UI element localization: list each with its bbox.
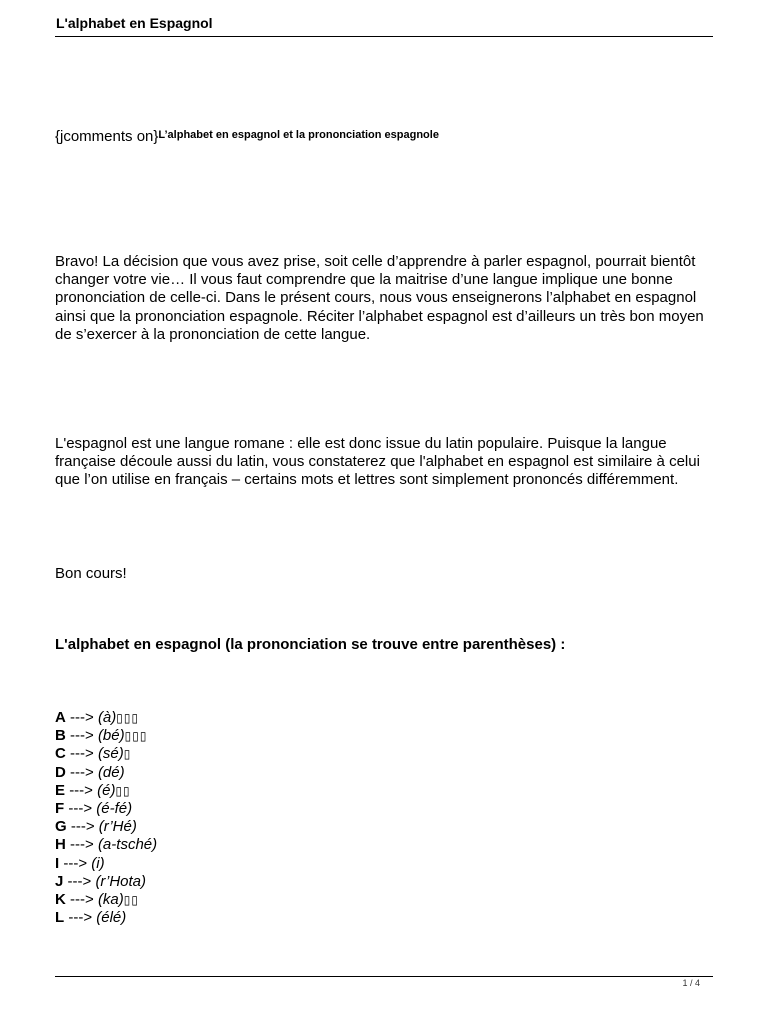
pronunciation: (à): [97, 709, 117, 726]
arrow: --->: [70, 836, 94, 854]
list-item: [55, 745, 157, 763]
letter: L: [55, 909, 65, 927]
missing-glyph: ▯▯: [115, 783, 131, 798]
arrow: --->: [70, 709, 94, 726]
letter: C: [55, 745, 66, 763]
intro-line: [55, 128, 439, 146]
arrow: --->: [67, 872, 92, 890]
arrow: --->: [70, 727, 94, 745]
page-number: 1 / 4: [682, 978, 700, 988]
list-item: [55, 782, 157, 800]
letter: H: [55, 836, 66, 854]
pronunciation: (sé): [97, 745, 124, 763]
pronunciation: (élé): [96, 909, 127, 927]
pronunciation: (r’Hé): [98, 818, 137, 836]
arrow: --->: [68, 800, 93, 818]
arrow: --->: [70, 891, 94, 909]
list-item: [55, 873, 157, 891]
letter: B: [55, 727, 66, 745]
letter: F: [55, 800, 65, 818]
pronunciation: (bé): [97, 727, 125, 745]
letter: J: [55, 872, 64, 890]
paragraph-bon-cours: Bon cours!: [55, 565, 127, 582]
header-divider: [55, 36, 713, 37]
list-item: [55, 818, 157, 836]
list-item: [55, 764, 157, 782]
pronunciation: (a-tsché): [97, 836, 158, 854]
missing-glyph: ▯: [123, 747, 132, 762]
list-item: [55, 800, 157, 818]
pronunciation: (ka): [97, 891, 124, 909]
letter: I: [55, 854, 60, 872]
arrow: --->: [63, 854, 88, 872]
letter: D: [55, 763, 66, 781]
alphabet-list: [55, 709, 157, 927]
letter: K: [55, 891, 66, 909]
pronunciation: (é-fé): [96, 800, 133, 818]
missing-glyph: ▯▯▯: [116, 711, 140, 725]
paragraph-intro: Bravo! La décision que vous avez prise, soit celle d’apprendre à parler espagnol, pourrait bientôt changer votre vie… Il vous faut comprendre que la maitrise d’une langue implique une bonne prononciation de celle-ci. Dans le présent cours, nous vous enseignerons l’alphabet en espagnol ainsi que la prononciation espagnole. Réciter l’alphabet espagnol est d’ailleurs un très bon moyen de s’exercer à la prononciation de cette langue.: [55, 253, 704, 343]
missing-glyph: ▯▯: [123, 893, 139, 908]
list-item: [55, 836, 157, 854]
arrow: --->: [68, 909, 93, 927]
footer-divider: [55, 976, 713, 977]
pronunciation: (é): [97, 781, 116, 799]
arrow: --->: [69, 781, 93, 799]
list-item: [55, 855, 157, 873]
letter: G: [55, 818, 67, 836]
missing-glyph: ▯▯▯: [124, 729, 148, 744]
article-title: L’alphabet en espagnol et la prononciation espagnole: [158, 129, 439, 141]
paragraph-latin: L'espagnol est une langue romane : elle est donc issue du latin populaire. Puisque la langue française découle aussi du latin, vous constaterez que l'alphabet en espagnol est similaire à celui que l’on utilise en français – certains mots et lettres sont simplement prononcés différemment.: [55, 435, 700, 489]
alphabet-heading: L'alphabet en espagnol (la prononciation se trouve entre parenthèses) :: [55, 636, 566, 653]
comments-tag: {jcomments on}: [55, 128, 159, 145]
list-item: [55, 709, 157, 727]
pronunciation: (dé): [97, 763, 125, 781]
document-title: L'alphabet en Espagnol: [56, 15, 213, 31]
list-item: [55, 727, 157, 745]
pronunciation: (r’Hota): [95, 872, 146, 890]
arrow: --->: [70, 763, 94, 781]
list-item: [55, 891, 157, 909]
list-item: [55, 909, 157, 927]
letter: E: [55, 781, 66, 799]
arrow: --->: [70, 745, 94, 763]
pronunciation: (i): [91, 854, 105, 872]
arrow: --->: [70, 818, 95, 836]
letter: A: [55, 709, 66, 726]
